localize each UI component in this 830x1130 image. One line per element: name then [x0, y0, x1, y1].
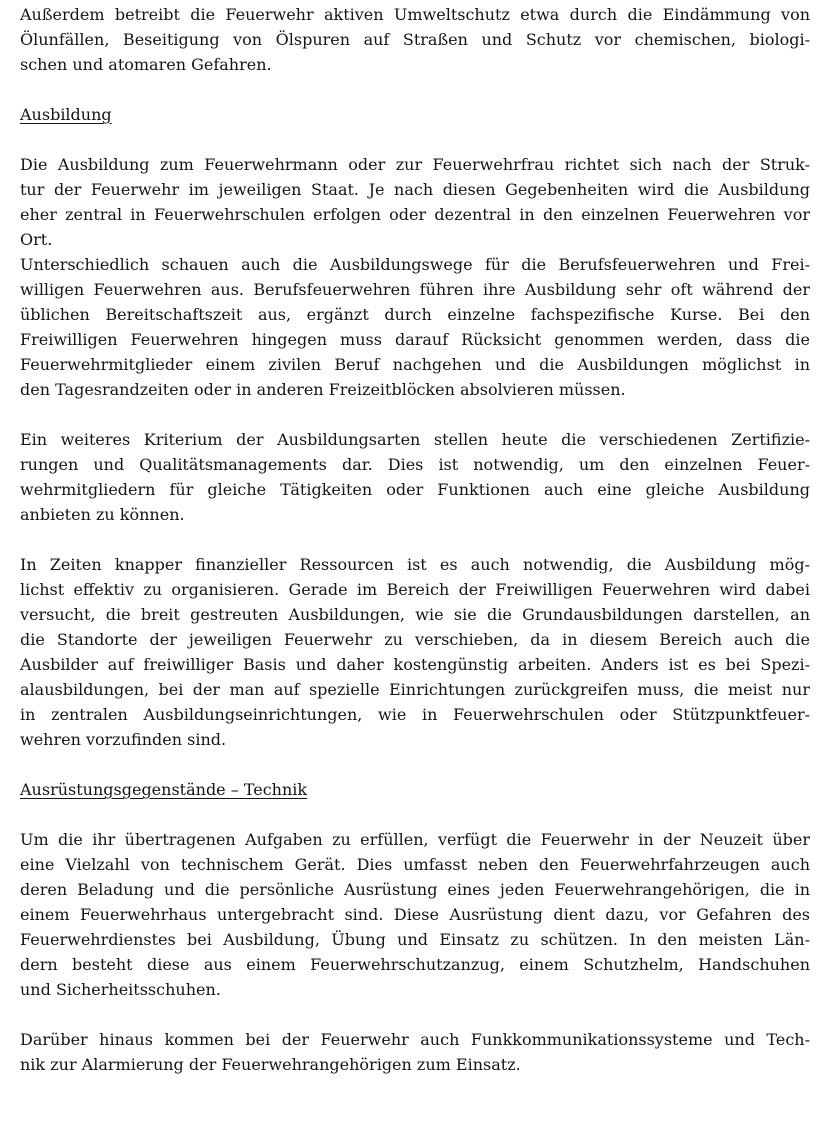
text-line: lichst effektiv zu organisieren. Gerade im Bereich der Freiwilligen Feuerwehren wird dabei	[20, 580, 810, 599]
paragraph-umweltschutz	[20, 2, 810, 77]
text-line: und Sicherheitsschuhen.	[20, 980, 221, 999]
text-line: nik zur Alarmierung der Feuerwehrangehörigen zum Einsatz.	[20, 1055, 521, 1074]
paragraph-funk	[20, 1027, 810, 1077]
text-line: dern besteht diese aus einem Feuerwehrschutzanzug, einem Schutzhelm, Handschuhen	[20, 955, 810, 974]
text-line: Um die ihr übertragenen Aufgaben zu erfüllen, verfügt die Feuerwehr in der Neuzeit über	[20, 830, 810, 849]
text-line: rungen und Qualitätsmanagements dar. Dies ist notwendig, um den einzelnen Feuer-	[20, 455, 810, 474]
text-line: In Zeiten knapper finanzieller Ressourcen ist es auch notwendig, die Ausbildung mög-	[20, 555, 810, 574]
paragraph-kriterium	[20, 427, 810, 527]
text-line: anbieten zu können.	[20, 505, 185, 524]
text-line: Freiwilligen Feuerwehren hingegen muss darauf Rücksicht genommen werden, dass die	[20, 330, 810, 349]
document-page	[20, 2, 810, 1077]
text-line: wehren vorzufinden sind.	[20, 730, 227, 749]
text-line: Feuerwehrdienstes bei Ausbildung, Übung und Einsatz zu schützen. In den meisten Län-	[20, 930, 810, 949]
text-line: Ölunfällen, Beseitigung von Ölspuren auf Straßen und Schutz vor chemischen, biologi-	[20, 30, 810, 49]
text-line: den Tagesrandzeiten oder in anderen Freizeitblöcken absolvieren müssen.	[20, 380, 626, 399]
text-line: die Standorte der jeweiligen Feuerwehr zu verschieben, da in diesem Bereich auch die	[20, 630, 810, 649]
text-line: einem Feuerwehrhaus untergebracht sind. Diese Ausrüstung dient dazu, vor Gefahren des	[20, 905, 810, 924]
text-line: Unterschiedlich schauen auch die Ausbildungswege für die Berufsfeuerwehren und Frei-	[20, 255, 810, 274]
text-line: Ein weiteres Kriterium der Ausbildungsarten stellen heute die verschiedenen Zertifizie-	[20, 430, 810, 449]
text-line: Ort.	[20, 230, 53, 249]
text-line: eher zentral in Feuerwehrschulen erfolgen oder dezentral in den einzelnen Feuerwehren vor	[20, 205, 810, 224]
text-line: Außerdem betreibt die Feuerwehr aktiven Umweltschutz etwa durch die Eindämmung von	[20, 5, 810, 24]
text-line: tur der Feuerwehr im jeweiligen Staat. Je nach diesen Gegebenheiten wird die Ausbildung	[20, 180, 810, 199]
text-line: wehrmitgliedern für gleiche Tätigkeiten oder Funktionen auch eine gleiche Ausbildung	[20, 480, 810, 499]
text-line: Darüber hinaus kommen bei der Feuerwehr auch Funkkommunikationssysteme und Tech-	[20, 1030, 810, 1049]
text-line: alausbildungen, bei der man auf spezielle Einrichtungen zurückgreifen muss, die meist nur	[20, 680, 810, 699]
heading-ausbildung: Ausbildung	[20, 105, 112, 124]
text-line: willigen Feuerwehren aus. Berufsfeuerwehren führen ihre Ausbildung sehr oft während der	[20, 280, 810, 299]
text-line: deren Beladung und die persönliche Ausrüstung eines jeden Feuerwehrangehörigen, die in	[20, 880, 810, 899]
text-line: Ausbilder auf freiwilliger Basis und daher kostengünstig arbeiten. Anders ist es bei Spezi-	[20, 655, 810, 674]
text-line: in zentralen Ausbildungseinrichtungen, wie in Feuerwehrschulen oder Stützpunktfeuer-	[20, 705, 810, 724]
paragraph-ausbildung	[20, 152, 810, 402]
text-line: eine Vielzahl von technischem Gerät. Dies umfasst neben den Feuerwehrfahrzeugen auch	[20, 855, 810, 874]
paragraph-ressourcen	[20, 552, 810, 752]
text-line: Feuerwehrmitglieder einem zivilen Beruf nachgehen und die Ausbildungen möglichst in	[20, 355, 810, 374]
text-line: Die Ausbildung zum Feuerwehrmann oder zur Feuerwehrfrau richtet sich nach der Struk-	[20, 155, 810, 174]
text-line: üblichen Bereitschaftszeit aus, ergänzt durch einzelne fachspezifische Kurse. Bei den	[20, 305, 810, 324]
heading-ausruestung: Ausrüstungsgegenstände – Technik	[20, 780, 308, 799]
text-line: versucht, die breit gestreuten Ausbildungen, wie sie die Grundausbildungen darstellen, an	[20, 605, 810, 624]
text-line: schen und atomaren Gefahren.	[20, 55, 272, 74]
paragraph-ausruestung	[20, 827, 810, 1002]
